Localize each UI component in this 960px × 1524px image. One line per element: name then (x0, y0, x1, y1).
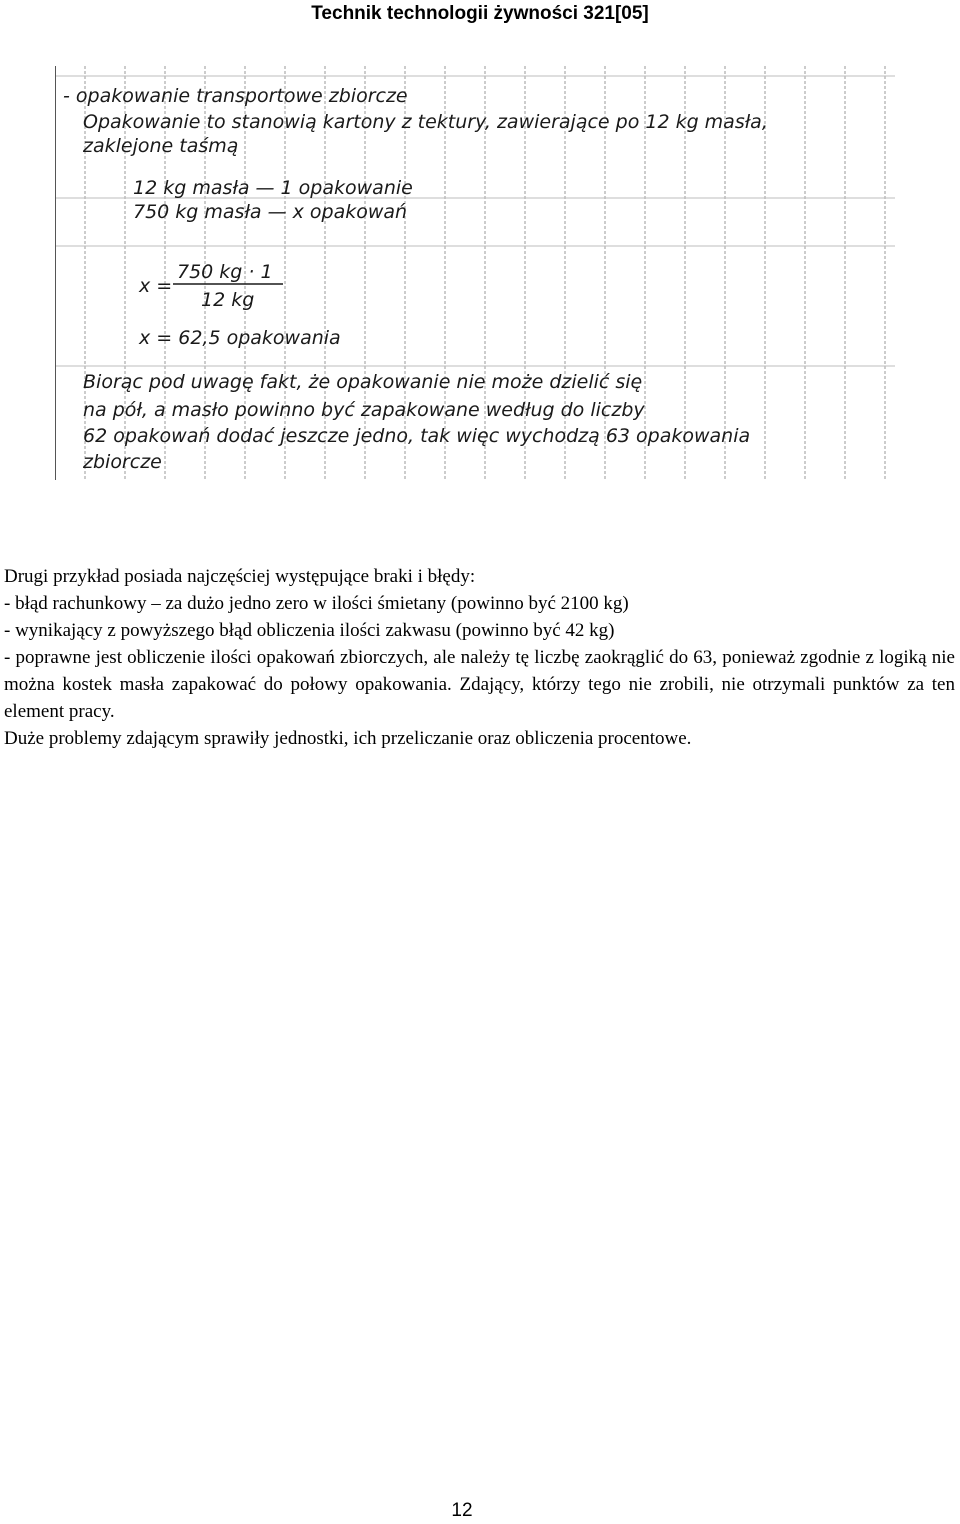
summary-line: Duże problemy zdającym sprawiły jednostki, ich przeliczanie oraz obliczenia procentowe. (4, 728, 692, 749)
handwriting-conclusion-1: Biorąc pod uwagę fakt, że opakowanie nie może dzielić się (83, 371, 643, 393)
handwriting-line-3: zaklejone taśmą (83, 135, 239, 157)
page-number: 12 (451, 1500, 473, 1521)
handwriting-fraction-numerator: 750 kg · 1 (177, 261, 273, 283)
handwriting-line-2: Opakowanie to stanowią kartony z tektury, zawierające po 12 kg masła, (83, 111, 768, 133)
handwriting-conclusion-3: 62 opakowań dodać jeszcze jedno, tak więc wychodzą 63 opakowania (83, 425, 751, 447)
commentary-text (4, 563, 955, 752)
intro-line: Drugi przykład posiada najczęściej występujące braki i błędy: (4, 566, 476, 587)
error-item-3 (4, 644, 955, 725)
handwriting-calc-1a: 12 kg masła — 1 opakowanie (133, 177, 413, 199)
handwriting-conclusion-2: na pół, a masło powinno być zapakowane według do liczby (83, 399, 645, 421)
handwriting-fraction-denominator: 12 kg (201, 289, 255, 311)
handwriting-conclusion-4: zbiorcze (83, 451, 162, 473)
error-item-1: - błąd rachunkowy – za dużo jedno zero w ilości śmietany (powinno być 2100 kg) (4, 593, 629, 614)
handwriting-x-label: x = (139, 275, 173, 297)
handwriting-line-1: - opakowanie transportowe zbiorcze (63, 85, 408, 107)
scan-image (55, 66, 895, 480)
handwriting-calc-1b: 750 kg masła — x opakowań (133, 201, 408, 223)
handwritten-solution-scan (55, 66, 895, 480)
handwriting-result: x = 62,5 opakowania (139, 327, 341, 349)
error-item-2: - wynikający z powyższego błąd obliczenia ilości zakwasu (powinno być 42 kg) (4, 620, 615, 641)
page-header-title: Technik technologii żywności 321[05] (311, 3, 649, 24)
error-item-3-text: - poprawne jest obliczenie ilości opakowań zbiorczych, ale należy tę liczbę zaokrąglić do 63, ponieważ zgodnie z logiką nie można kostek masła zapakować do połowy opakowania. Zdający, którzy tego nie zrobili, nie otrzymali punktów za ten element pracy. (4, 647, 955, 722)
